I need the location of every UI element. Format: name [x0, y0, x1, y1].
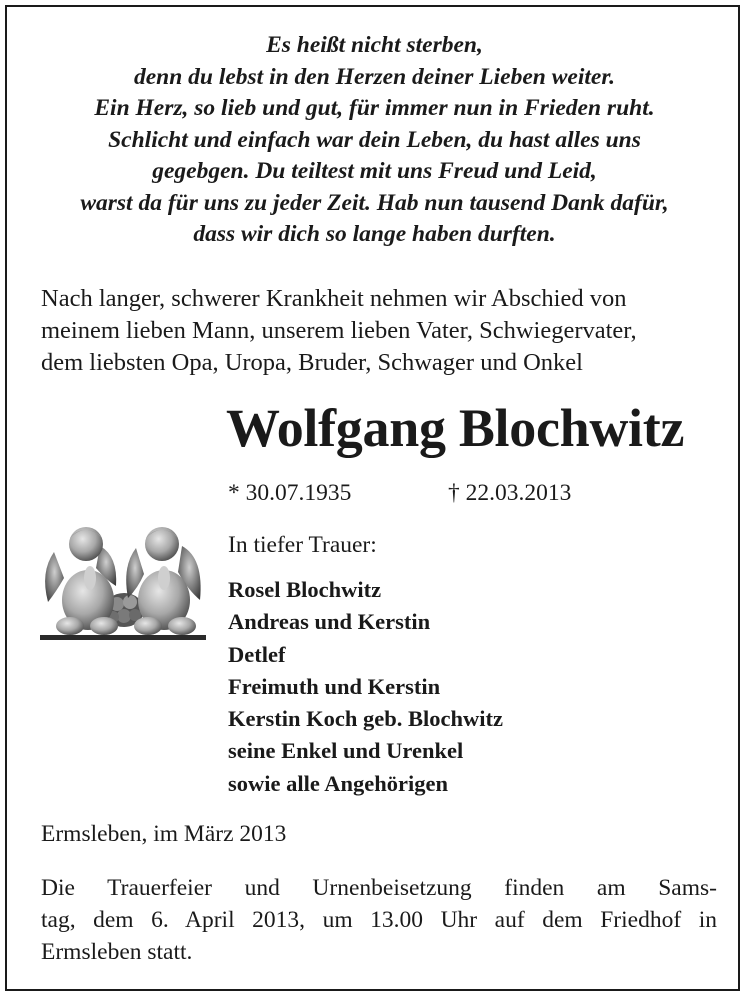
left-angel	[45, 527, 118, 635]
mourner: Andreas und Kerstin	[228, 609, 431, 635]
funeral-line: Ermsleben statt.	[41, 939, 193, 965]
birth-date: * 30.07.1935	[228, 480, 352, 506]
mourner: Freimuth und Kerstin	[228, 673, 441, 699]
poem-line: gegebgen. Du teiltest mit uns Freud und Leid,	[152, 158, 597, 184]
place-date: Ermsleben, im März 2013	[41, 821, 287, 847]
mourner: seine Enkel und Urenkel	[228, 738, 464, 764]
mourner: Kerstin Koch geb. Blochwitz	[228, 706, 503, 732]
farewell-line: Nach langer, schwerer Krankheit nehmen wir Abschied von	[41, 285, 627, 312]
farewell-text	[41, 283, 721, 379]
funeral-notice	[41, 872, 717, 968]
poem-line: dass wir dich so lange haben durften.	[193, 221, 556, 247]
farewell-line: meinem lieben Mann, unserem lieben Vater, Schwiegervater,	[41, 317, 637, 344]
farewell-line: dem liebsten Opa, Uropa, Bruder, Schwager und Onkel	[41, 349, 583, 376]
funeral-line: Die Trauerfeier und Urnenbeisetzung finden am Sams-	[41, 875, 717, 901]
poem-line: warst da für uns zu jeder Zeit. Hab nun tausend Dank dafür,	[80, 189, 669, 216]
mourners-list	[228, 574, 503, 800]
poem-line: denn du lebst in den Herzen deiner Lieben weiter.	[133, 63, 616, 90]
mourner: Rosel Blochwitz	[228, 577, 382, 602]
poem-line: Schlicht und einfach war dein Leben, du hast alles uns	[108, 126, 641, 153]
mourning-heading: In tiefer Trauer:	[228, 532, 377, 558]
poem-line: Es heißt nicht sterben,	[266, 32, 483, 58]
poem-line: Ein Herz, so lieb und gut, für immer nun in Frieden ruht.	[94, 95, 655, 121]
death-date: † 22.03.2013	[448, 480, 572, 506]
deceased-name: Wolfgang Blochwitz	[226, 398, 685, 458]
mourner: sowie alle Angehörigen	[228, 770, 448, 796]
angels-image	[40, 522, 208, 644]
funeral-line: tag, dem 6. April 2013, um 13.00 Uhr auf dem Friedhof in	[41, 907, 717, 933]
poem	[20, 30, 729, 251]
mourner: Detlef	[228, 641, 286, 667]
